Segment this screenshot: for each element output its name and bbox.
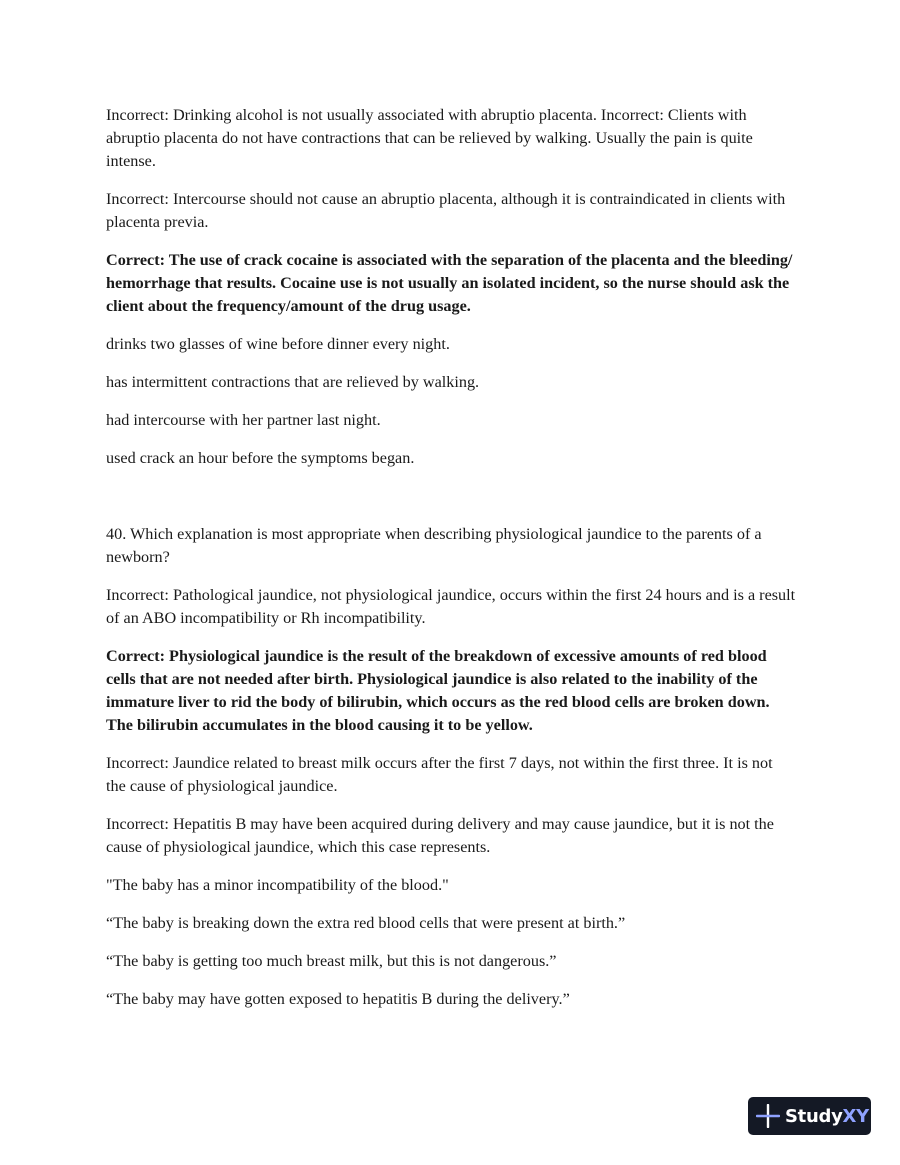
answer-option: “The baby may have gotten exposed to hepatitis B during the delivery.” [106,990,570,1008]
answer-option: has intermittent contractions that are relieved by walking. [106,373,480,391]
answer-option: had intercourse with her partner last night. [106,411,381,429]
question-40-text: 40. Which explanation is most appropriate when describing physiological jaundice to the parents of a newborn? [106,525,762,566]
logo-xy-text: XY [842,1105,869,1127]
answer-option: drinks two glasses of wine before dinner every night. [106,335,450,353]
answer-option: "The baby has a minor incompatibility of the blood." [106,876,449,894]
question-40-block [106,523,796,1011]
explanation-incorrect-breast-milk: Incorrect: Jaundice related to breast milk occurs after the first 7 days, not within the first three. It is not the cause of physiological jaundice. [106,754,773,795]
explanation-incorrect-hepatitis: Incorrect: Hepatitis B may have been acquired during delivery and may cause jaundice, but it is not the cause of physiological jaundice, which this case represents. [106,815,774,856]
explanation-correct-physiological: Correct: Physiological jaundice is the result of the breakdown of excessive amounts of red blood cells that are not needed after birth. Physiological jaundice is also related to the inability of the immature liver to rid the body of bilirubin, which occurs as the red blood cells are broken down. The bilirubin accumulates in the blood causing it to be yellow. [106,647,770,734]
explanation-incorrect-pathological: Incorrect: Pathological jaundice, not physiological jaundice, occurs within the first 24 hours and is a result of an ABO incompatibility or Rh incompatibility. [106,586,796,627]
explanation-incorrect-intercourse: Incorrect: Intercourse should not cause an abruptio placenta, although it is contraindicated in clients with placenta previa. [106,190,786,231]
plus-icon [756,1104,780,1128]
question-39-block [106,104,796,470]
answer-option: used crack an hour before the symptoms began. [106,449,415,467]
explanation-correct-cocaine: Correct: The use of crack cocaine is associated with the separation of the placenta and the bleeding/ hemorrhage that results. Cocaine use is not usually an isolated incident, so the nurse should ask the client about the frequency/amount of the drug usage. [106,251,793,315]
explanation-incorrect-alcohol: Incorrect: Drinking alcohol is not usually associated with abruptio placenta. Incorrect: Clients with abruptio placenta do not have contractions that can be relieved by walking. Usually the pain is quite intense. [106,106,753,170]
section-spacer [106,485,796,523]
document-page [106,104,796,1026]
logo-wordmark [785,1106,869,1127]
answer-option: “The baby is getting too much breast milk, but this is not dangerous.” [106,952,557,970]
answer-option: “The baby is breaking down the extra red blood cells that were present at birth.” [106,914,626,932]
logo-study-text: Study [785,1105,843,1127]
studyxy-logo [748,1097,871,1135]
